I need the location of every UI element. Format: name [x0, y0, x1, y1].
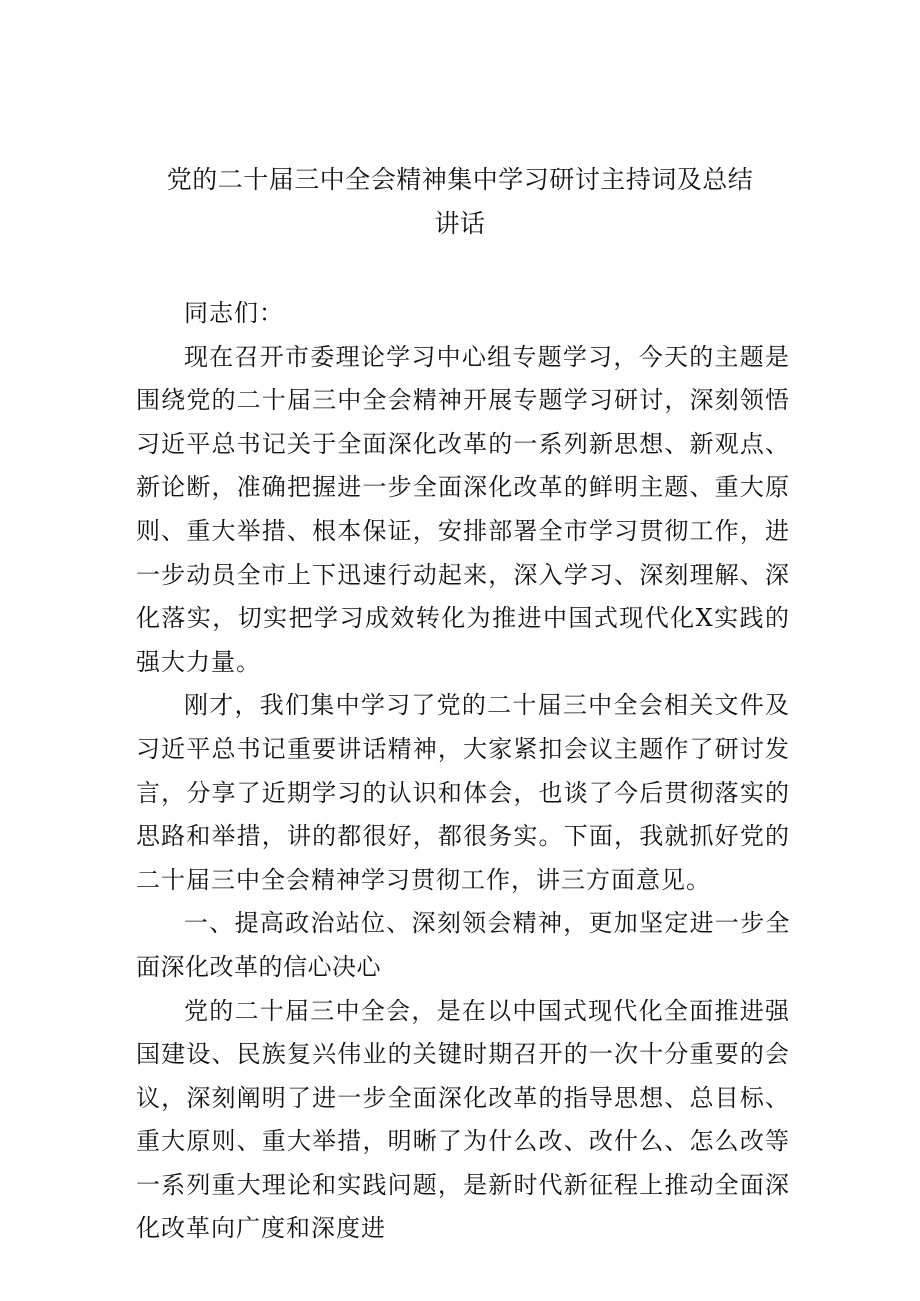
title-line-2: 讲话 — [434, 209, 486, 238]
section-heading-1: 一、提高政治站位、深刻领会精神，更加坚定进一步全面深化改革的信心决心 — [136, 909, 790, 981]
paragraph-2: 刚才，我们集中学习了党的二十届三中全会相关文件及习近平总书记重要讲话精神，大家紧扣会议主题作了研讨发言，分享了近期学习的认识和体会，也谈了今后贯彻落实的思路和举措，讲的都很好，都很务实。下面，我就抓好党的二十届三中全会精神学习贯彻工作，讲三方面意见。 — [136, 691, 790, 894]
document-title — [120, 158, 800, 246]
document-body — [136, 292, 790, 1251]
title-line-1: 党的二十届三中全会精神集中学习研讨主持词及总结 — [166, 165, 754, 194]
paragraph-3: 党的二十届三中全会，是在以中国式现代化全面推进强国建设、民族复兴伟业的关键时期召开的一次十分重要的会议，深刻阐明了进一步全面深化改革的指导思想、总目标、重大原则、重大举措，明晰了为什么改、改什么、怎么改等一系列重大理论和实践问题，是新时代新征程上推动全面深化改革向广度和深度进 — [136, 996, 790, 1243]
paragraph-1: 现在召开市委理论学习中心组专题学习，今天的主题是围绕党的二十届三中全会精神开展专题学习研讨，深刻领悟习近平总书记关于全面深化改革的一系列新思想、新观点、新论断，准确把握进一步全面深化改革的鲜明主题、重大原则、重大举措、根本保证，安排部署全市学习贯彻工作，进一步动员全市上下迅速行动起来，深入学习、深刻理解、深化落实，切实把学习成效转化为推进中国式现代化X实践的强大力量。 — [136, 342, 790, 676]
salutation: 同志们： — [184, 299, 284, 327]
